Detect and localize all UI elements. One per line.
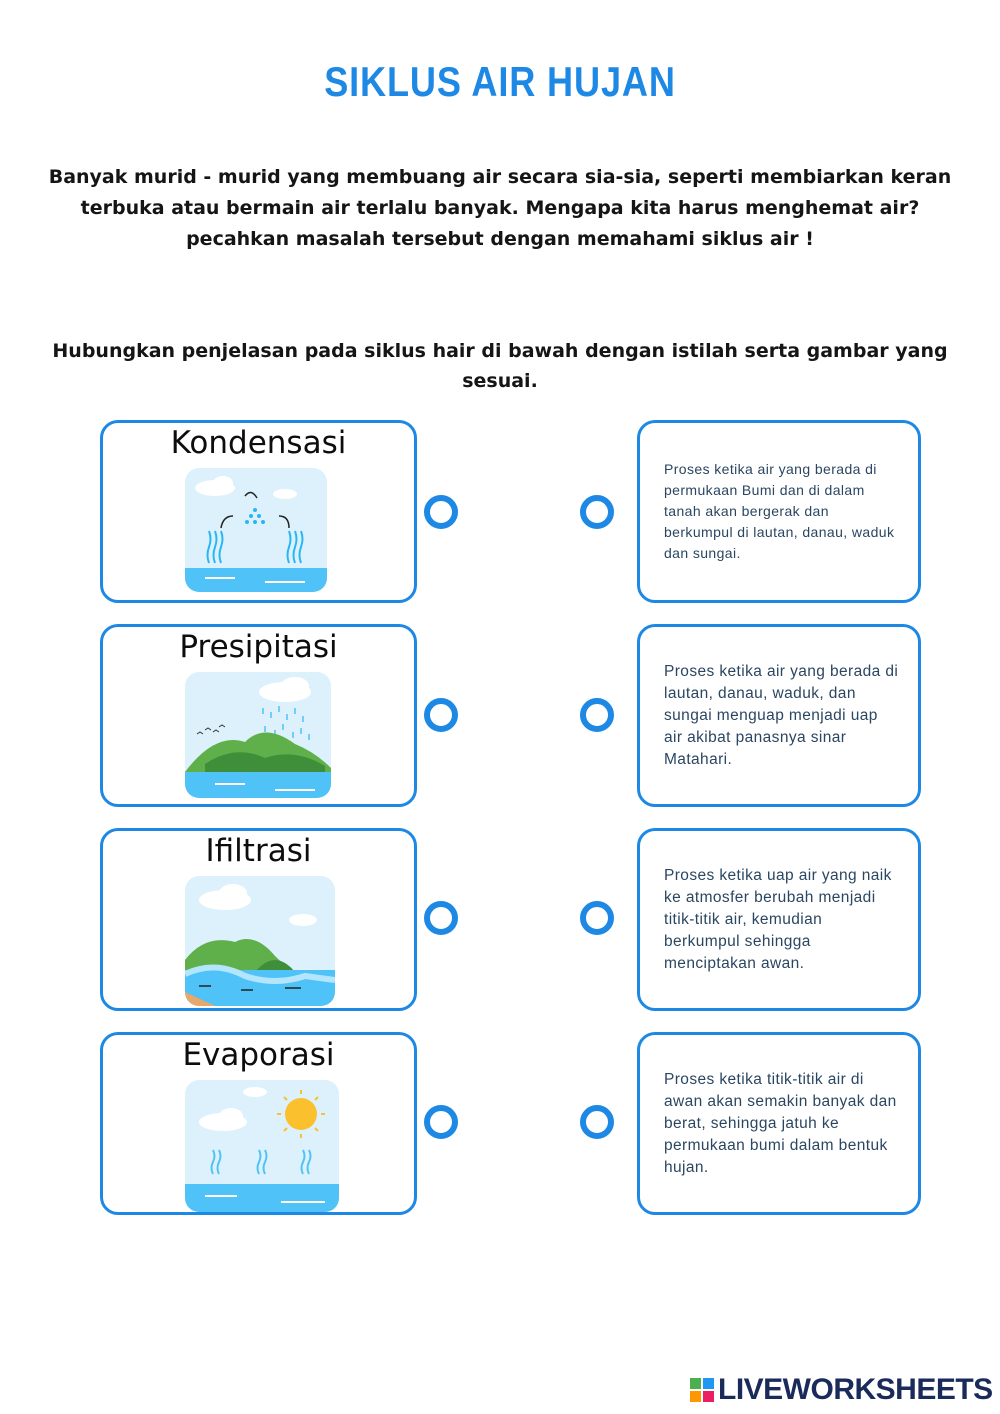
liveworksheets-brand: [690, 1372, 993, 1408]
term-card-ifiltrasi: [100, 828, 417, 1011]
term-card-evaporasi: [100, 1032, 417, 1215]
intro-paragraph: Banyak murid - murid yang membuang air secara sia-sia, seperti membiarkan keran terbuka atau bermain air terlalu banyak. Mengapa kita harus menghemat air? pecahkan masalah tersebut dengan memahami siklus air !: [48, 166, 952, 250]
description-card-2: [637, 624, 921, 807]
term-label: Presipitasi: [179, 629, 338, 665]
term-label: Ifiltrasi: [205, 833, 312, 869]
term-label: Evaporasi: [182, 1037, 335, 1073]
term-connector-dot-presipitasi[interactable]: [424, 698, 458, 732]
term-card-presipitasi: [100, 624, 417, 807]
condensation-scene-icon: [185, 468, 327, 592]
evaporation-scene-icon: [185, 1080, 339, 1212]
description-connector-dot-2[interactable]: [580, 698, 614, 732]
description-card-4: [637, 1032, 921, 1215]
description-connector-dot-4[interactable]: [580, 1105, 614, 1139]
description-text: Proses ketika titik-titik air di awan akan semakin banyak dan berat, sehingga jatuh ke permukaan bumi dalam bentuk hujan.: [664, 1070, 897, 1176]
term-card-kondensasi: [100, 420, 417, 603]
term-connector-dot-ifiltrasi[interactable]: [424, 901, 458, 935]
term-connector-dot-kondensasi[interactable]: [424, 495, 458, 529]
description-connector-dot-1[interactable]: [580, 495, 614, 529]
infiltration-scene-icon: [185, 876, 335, 1006]
description-connector-dot-3[interactable]: [580, 901, 614, 935]
description-text: Proses ketika uap air yang naik ke atmosfer berubah menjadi titik-titik air, kemudian berkumpul sehingga menciptakan awan.: [664, 866, 892, 972]
instruction-text: Hubungkan penjelasan pada siklus hair di bawah dengan istilah serta gambar yang sesuai.: [52, 340, 948, 392]
precipitation-scene-icon: [185, 672, 331, 798]
page-title: SIKLUS AIR HUJAN: [324, 58, 676, 105]
description-text: Proses ketika air yang berada di lautan, danau, waduk, dan sungai menguap menjadi uap air akibat panasnya sinar Matahari.: [664, 662, 899, 768]
description-text: Proses ketika air yang berada di permukaan Bumi dan di dalam tanah akan bergerak dan berkumpul di lautan, danau, waduk dan sungai.: [664, 461, 895, 561]
term-label: Kondensasi: [170, 425, 347, 461]
term-connector-dot-evaporasi[interactable]: [424, 1105, 458, 1139]
description-card-3: [637, 828, 921, 1011]
liveworksheets-logo-icon: [690, 1378, 714, 1402]
description-card-1: [637, 420, 921, 603]
brand-name: LIVEWORKSHEETS: [718, 1373, 993, 1406]
